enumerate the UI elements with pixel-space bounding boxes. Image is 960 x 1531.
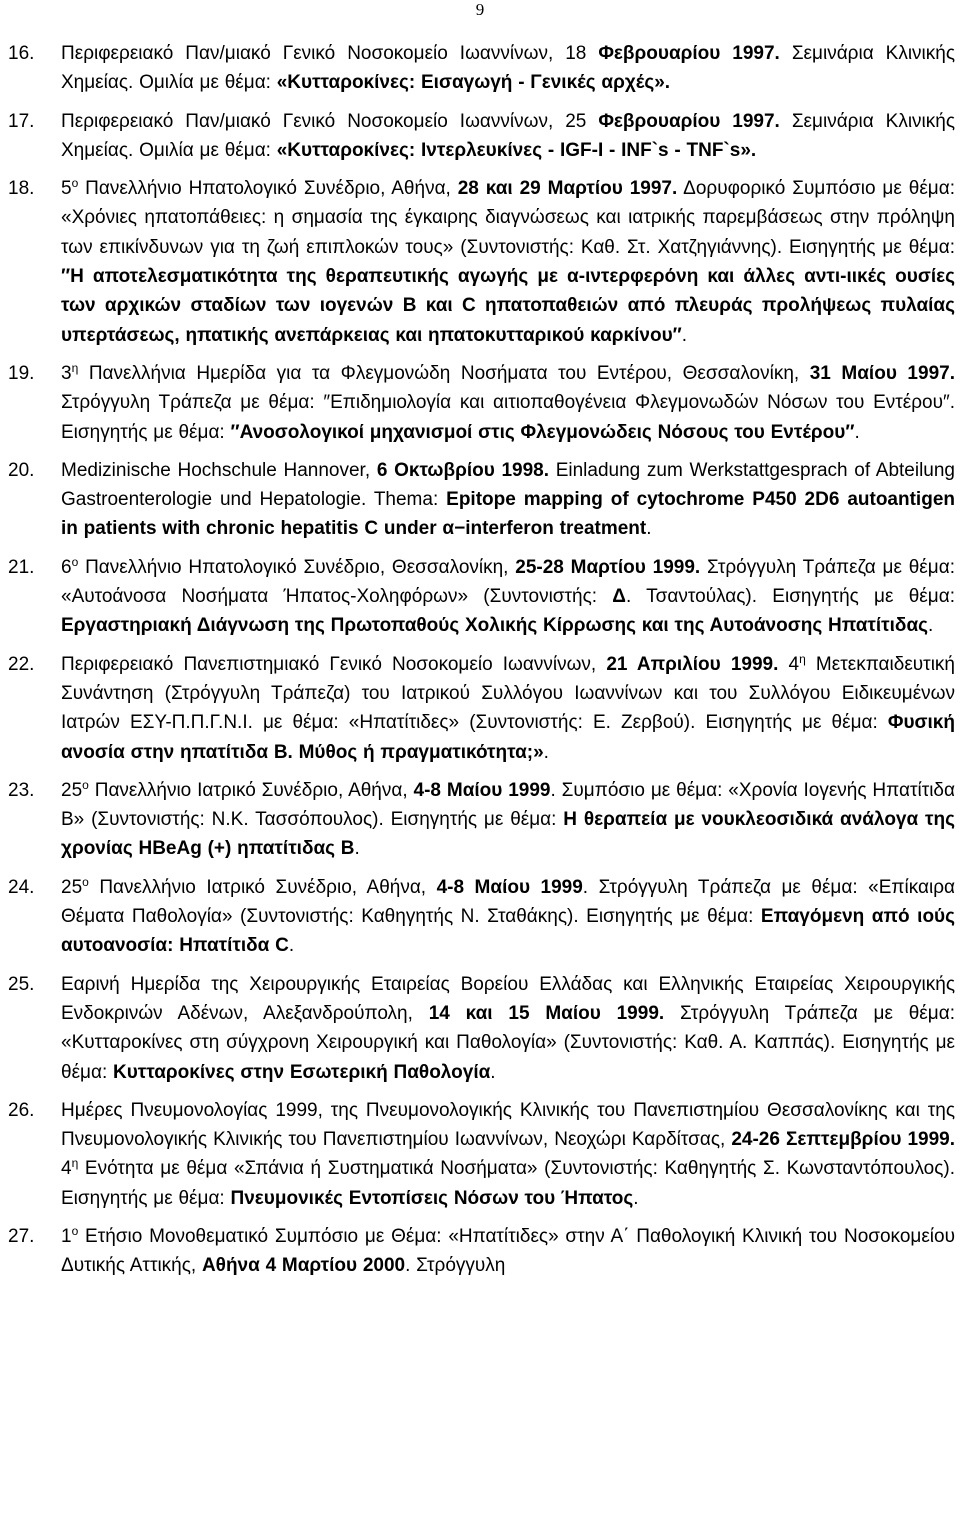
text-run: 25: [61, 876, 83, 898]
bold-text: Epitope mapping of cytochrome P450 2D6 autoantigen in patients with chronic hepatitis C under α−interferon treatment: [61, 489, 955, 540]
bold-text: Φεβρουαρίου 1997.: [598, 43, 780, 64]
ordinal-suffix: η: [71, 1156, 79, 1171]
item-number: 18.: [8, 178, 35, 200]
bold-text: Φεβρουαρίου 1997.: [598, 110, 780, 132]
text-run: 4: [61, 1158, 72, 1180]
text-run: . Στρόγγυλη Τράπεζα με θέμα: «Επίκαιρα Θέματα Παθολογία» (Συντονιστής: Καθηγητής Ν. Σταθάκης). Εισηγητής με θέμα:: [61, 876, 955, 928]
item-text: [61, 873, 955, 961]
bold-text: 4-8 Μαίου 1999: [413, 779, 551, 801]
ordinal-suffix: ο: [71, 554, 79, 569]
page-number: 9: [475, 0, 485, 19]
item-text: [61, 1096, 955, 1213]
item-text: [61, 1222, 955, 1281]
item-text: [61, 553, 955, 641]
ordinal-suffix: ο: [82, 874, 89, 889]
bold-text: Επαγόμενη από ιούς αυτοανοσία: Ηπατίτιδα C: [61, 906, 955, 957]
bold-text: Αθήνα 4 Μαρτίου 2000: [201, 1255, 406, 1277]
item-number: 25.: [8, 973, 35, 995]
text-run: .: [543, 741, 549, 763]
text-run: Εαρινή Ημερίδα της Χειρουργικής Εταιρείας Βορείου Ελλάδας και Ελληνικής Εταιρείας Χειρουργικής Ενδοκρινών Αδένων, Αλεξανδρούπολη,: [61, 973, 955, 1024]
ordinal-suffix: ο: [82, 777, 89, 792]
text-run: Ετήσιο Μονοθεματικό Συμπόσιο με Θέμα: «Ηπατίτιδες» στην Α΄ Παθολογική Κλινική του Νοσοκομείου Δυτικής Αττικής,: [61, 1225, 955, 1277]
text-run: .: [646, 518, 652, 540]
item-number: 17.: [8, 110, 35, 132]
text-run: Στρόγγυλη Τράπεζα με θέμα: ″Επιδημιολογία και αιτιοπαθογένεια Φλεγμονωδών Νόσων του Εντέρου″. Εισηγητής με θέμα:: [61, 392, 955, 443]
bold-text: ″Ανοσολογικοί μηχανισμοί στις Φλεγμονώδεις Νόσους του Εντέρου″: [230, 421, 855, 443]
item-text: [61, 776, 955, 864]
text-run: 3: [61, 362, 72, 384]
bold-text: Η θεραπεία με νουκλεοσιδικά ανάλογα της χρονίας HBeAg (+) ηπατίτιδας Β: [61, 809, 955, 860]
bold-text: ″Η αποτελεσματικότητα της θεραπευτικής αγωγής με α-ιντερφερόνη και άλλες αντι-ιικές ουσίες των αρχικών σταδίων των ιογενών Β και C ηπατοπαθειών από πλευράς προλήψεως πυλαίας υπερτάσεως, ηπατικής ανεπάρκειας και ηπατοκυτταρικού καρκίνου″: [61, 266, 955, 346]
ordinal-suffix: ο: [71, 176, 79, 191]
text-run: .: [854, 421, 860, 443]
text-run: .: [633, 1187, 639, 1209]
ordinal-suffix: η: [799, 651, 806, 666]
list-item: [0, 970, 955, 1087]
item-number: 20.: [8, 459, 35, 481]
list-item: [0, 553, 955, 641]
text-run: Μετεκπαιδευτική Συνάντηση (Στρόγγυλη Τράπεζα) του Ιατρικού Συλλόγου Ιωαννίνων και του Συλλόγου Ειδικευμένων Ιατρών ΕΣΥ-Π.Π.Γ.Ν.Ι. με θέμα: «Ηπατίτιδες» (Συντονιστής: Ε. Ζερβού). Εισηγητής με θέμα:: [61, 653, 955, 734]
text-run: .: [681, 324, 688, 346]
text-run: Περιφερειακό Παν/μιακό Γενικό Νοσοκομείο Ιωαννίνων, 25: [61, 110, 599, 132]
list-item: [0, 650, 955, 767]
text-run: Περιφερειακό Παν/μιακό Γενικό Νοσοκομείο Ιωαννίνων, 18: [61, 43, 599, 64]
item-text: [61, 359, 955, 447]
text-run: Στρόγγυλη Τράπεζα με θέμα: «Κυτταροκίνες στη σύγχρονη Χειρουργική και Παθολογία» (Συντονιστής: Καθ. Α. Καππάς). Εισηγητής με θέμα:: [61, 1002, 955, 1083]
text-run: Medizinische Hochschule Hannover,: [61, 459, 377, 481]
list-item: [0, 107, 955, 166]
text-run: Πανελλήνιο Ηπατολογικό Συνέδριο, Αθήνα,: [78, 178, 458, 200]
text-run: Πανελλήνια Ημερίδα για τα Φλεγμονώδη Νοσήματα του Εντέρου, Θεσσαλονίκη,: [78, 362, 810, 384]
text-run: Einladung zum Werkstattgesprach of Abteilung Gastroenterologie und Hepatologie. Thema:: [61, 459, 955, 511]
list-item: [0, 456, 955, 544]
bold-text: Πνευμονικές Εντοπίσεις Νόσων του Ήπατος: [230, 1187, 634, 1209]
item-text: [61, 174, 955, 350]
bold-text: Δ: [612, 586, 626, 608]
text-run: Στρόγγυλη Τράπεζα με θέμα: «Αυτοάνοσα Νοσήματα Ήπατος-Χοληφόρων» (Συντονιστής:: [61, 556, 955, 608]
item-number: 23.: [8, 779, 35, 801]
list-item: [0, 359, 955, 447]
text-run: 1: [61, 1225, 72, 1247]
bold-text: 14 και 15 Μαίου 1999.: [428, 1002, 665, 1024]
text-run: 6: [61, 556, 72, 578]
text-run: 4: [778, 653, 800, 675]
text-run: 25: [61, 779, 83, 801]
text-run: .: [354, 838, 360, 860]
bold-text: 31 Μαίου 1997.: [809, 362, 955, 384]
item-number: 16.: [8, 43, 35, 64]
text-run: Πανελλήνιο Ιατρικό Συνέδριο, Αθήνα,: [88, 876, 437, 898]
text-run: Περιφερειακό Πανεπιστημιακό Γενικό Νοσοκομείο Ιωαννίνων,: [61, 653, 607, 675]
bold-text: 6 Οκτωβρίου 1998.: [376, 459, 550, 481]
bold-text: Φυσική ανοσία στην ηπατίτιδα Β. Μύθος ή πραγματικότητα;»: [61, 712, 955, 763]
item-number: 24.: [8, 876, 35, 898]
bold-text: 21 Απριλίου 1999.: [606, 653, 779, 675]
list-item: [0, 39, 955, 98]
text-run: . Στρόγγυλη: [405, 1255, 506, 1277]
list-item: [0, 873, 955, 961]
list-item: [0, 1222, 955, 1281]
list-item: [0, 776, 955, 864]
item-number: 27.: [8, 1225, 35, 1247]
item-number: 22.: [8, 653, 35, 675]
text-run: Δορυφορικό Συμπόσιο με θέμα: «Χρόνιες ηπατοπάθειες: η σημασία της έγκαιρης διαγνώσεως και ιατρικής παρεμβάσεως στην πρόληψη των επικίνδυνων για τη ζωή επιπλοκών τους» (Συντονιστής: Καθ. Στ. Χατζηγιάννης). Εισηγητής με θέμα:: [61, 178, 955, 258]
ordinal-suffix: η: [71, 360, 79, 375]
text-run: Πανελλήνιο Ηπατολογικό Συνέδριο, Θεσσαλονίκη,: [78, 556, 516, 578]
bold-text: «Κυτταροκίνες: Εισαγωγή - Γενικές αρχές».: [276, 72, 671, 94]
bold-text: 24-26 Σεπτεμβρίου 1999.: [731, 1129, 955, 1151]
bold-text: Εργαστηριακή Διάγνωση της Πρωτοπαθούς Χολικής Κίρρωσης και της Αυτοάνοσης Ηπατίτιδας: [61, 615, 929, 637]
item-text: [61, 650, 955, 767]
item-text: [61, 970, 955, 1087]
text-run: .: [288, 935, 295, 957]
bold-text: 28 και 29 Μαρτίου 1997.: [457, 178, 678, 200]
text-run: Ημέρες Πνευμονολογίας 1999, της Πνευμονολογικής Κλινικής του Πανεπιστημίου Θεσσαλονίκης και της Πνευμονολογικής Κλινικής του Πανεπιστημίου Ιωαννίνων, Νεοχώρι Καρδίτσας,: [61, 1099, 955, 1151]
text-run: . Τσαντούλας). Εισηγητής με θέμα:: [625, 586, 955, 608]
list-item: [0, 174, 955, 350]
text-run: Σεμινάρια Κλινικής Χημείας. Ομιλία με θέμα:: [61, 43, 956, 94]
presentations-list: [0, 39, 960, 1290]
item-text: [61, 39, 955, 98]
ordinal-suffix: ο: [71, 1223, 79, 1238]
text-run: Σεμινάρια Κλινικής Χημείας. Ομιλία με θέμα:: [61, 110, 956, 161]
bold-text: «Κυτταροκίνες: Ιντερλευκίνες - IGF-I - INF`s - TNF`s».: [276, 139, 757, 161]
text-run: .: [928, 615, 934, 637]
text-run: . Συμπόσιο με θέμα: «Χρονία Ιογενής Ηπατίτιδα Β» (Συντονιστής: Ν.Κ. Τασσόπουλος). Εισηγητής με θέμα:: [61, 779, 955, 831]
item-number: 26.: [8, 1099, 35, 1121]
text-run: .: [490, 1061, 496, 1083]
item-text: [61, 107, 955, 166]
list-item: [0, 1096, 955, 1213]
bold-text: 4-8 Μαίου 1999: [436, 876, 583, 898]
item-number: 19.: [8, 362, 35, 384]
text-run: Ενότητα με θέμα «Σπάνια ή Συστηματικά Νοσήματα» (Συντονιστής: Καθηγητής Σ. Κωνσταντόπουλος). Εισηγητής με θέμα:: [61, 1158, 955, 1209]
bold-text: 25-28 Μαρτίου 1999.: [515, 556, 701, 578]
bold-text: Κυτταροκίνες στην Εσωτερική Παθολογία: [113, 1061, 491, 1083]
item-text: [61, 456, 955, 544]
item-number: 21.: [8, 556, 35, 578]
text-run: Πανελλήνιο Ιατρικό Συνέδριο, Αθήνα,: [88, 779, 414, 801]
text-run: 5: [61, 178, 72, 200]
